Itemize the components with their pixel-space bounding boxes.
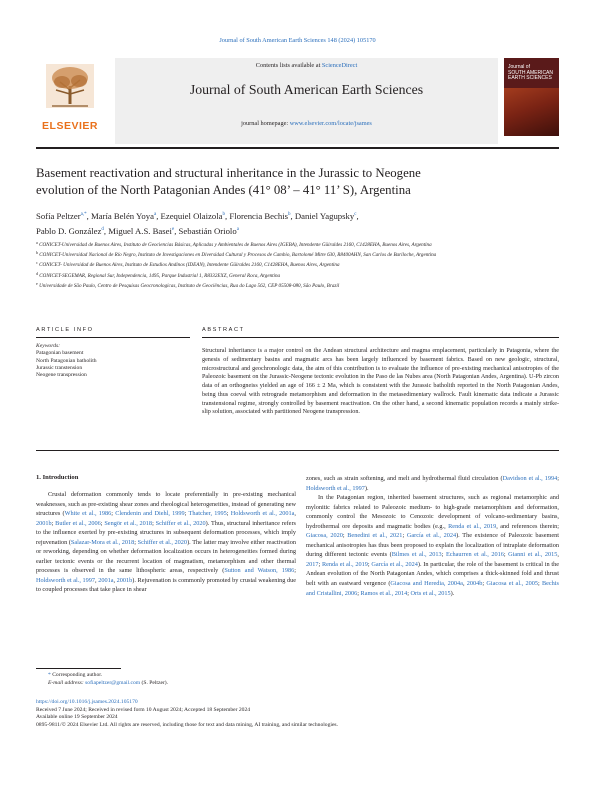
affiliation-letter: e	[36, 280, 38, 286]
citation-link[interactable]: 2017	[306, 560, 319, 568]
corresponding-label: Corresponding author.	[52, 672, 103, 678]
author-affiliation-marker[interactable]: a	[153, 212, 157, 217]
author-name[interactable]: Pablo D. González	[36, 226, 102, 236]
intro-paragraph-1	[36, 490, 296, 595]
footnotes	[36, 672, 296, 687]
article-title	[36, 165, 559, 199]
body-text: ;	[134, 538, 138, 546]
body-text: ;	[294, 567, 297, 575]
body-text: ;	[318, 560, 322, 568]
affiliation-text: CONICET- Universidad de Buenos Aires, Instituto de Estudios Andinos (IDEAN), Intendente Güiraldes 2160, C1428EHA, Buenos Aires, Argentina	[39, 262, 340, 269]
body-text: ). In particular, the role of the basement is critical in the Andean evolution of the North Patagonian Andes, which comprises a thick-skinned fold and thrust belt with an eastward vergence (	[306, 560, 559, 588]
article-title-line-2: evolution of the North Patagonian Andes (41° 08’ – 41° 11’ S), Argentina	[36, 183, 411, 197]
citation-link[interactable]: Sutton and Watson, 1986	[224, 567, 295, 575]
body-text: ;	[357, 589, 361, 597]
footnote-marker[interactable]: *	[48, 672, 53, 678]
affiliation-entry	[36, 280, 559, 290]
citation-link[interactable]: Holdsworth et al., 2001a	[230, 510, 295, 518]
author-list	[36, 208, 559, 238]
body-text: ;	[152, 519, 156, 527]
author-separator: ,	[356, 211, 359, 221]
author-affiliation-marker[interactable]: c	[354, 212, 357, 217]
author-affiliation-marker[interactable]: b	[222, 212, 226, 217]
body-text: ,	[113, 576, 117, 584]
email-label: E-mail address:	[48, 679, 86, 686]
author-separator: ,	[103, 226, 109, 236]
contents-prefix: Contents lists available at	[255, 62, 322, 69]
body-text: ,	[294, 510, 296, 518]
sciencedirect-link[interactable]: ScienceDirect	[321, 62, 358, 69]
abstract-text: Structural inheritance is a major control on the Andean structural architecture and magma emplacement, particularly in Patagonia, where the genesis of sedimentary basins and magmatic arcs has been largely influenced by basement fabrics. Based on new geologic, structural, microstructural and geochronologic data, the aim of this contribution is to evaluate the influence of pre-existing mechanical anisotropies of the Paleozoic basement on the Jurassic-Neogene tectonic evolution in the Paso de las Nubes area (North Patagonian Andes, Argentina). U-Pb zircon data of an orthogneiss yielded an age of 166 ± 2 Ma, which is consistent with the Jurassic batholith reported in the North Patagonian Andes, being thus coeval with retrograde metamorphism and deformation in the metasedimentary wallrock. Fault kinematic data indicate a Jurassic transtensional regime, strongly controlled by basement reactivation. On the other hand, a second kinematic population records a mainly strike-slip solution, associated with partitioned Neogene transpression.	[202, 348, 559, 416]
affiliation-entry	[36, 239, 559, 249]
email-suffix: (S. Peltzer).	[140, 679, 169, 686]
citation-link[interactable]: Salazar-Mora et al., 2018	[70, 538, 135, 546]
body-text: ;	[100, 519, 105, 527]
masthead	[36, 58, 559, 144]
body-text: ;	[441, 551, 446, 559]
body-text: Crustal deformation commonly tends to locate preferentially in pre-existing mechanical weaknesses, such as pre-existing shear zones and rheological heterogeneities, instead of generating new structures (	[36, 491, 296, 518]
body-text: ). Thus, structural inheritance refers to the influence exerted by pre-existing structures in subsequent deformation processes, which imply rejuvenation (	[36, 519, 296, 546]
received-dates: Received 7 June 2024; Received in revised form 10 August 2024; Accepted 18 September 2024	[36, 706, 251, 713]
author-name[interactable]: Florencia Bechis	[229, 211, 288, 221]
email-note	[36, 680, 296, 688]
section-heading-introduction: 1. Introduction	[36, 474, 79, 481]
affiliation-text: Universidade de São Paulo, Centro de Pesquisas Geocronologicas, Instituto de Geociências, Rua do Lago 562, CEP 05508-080, São Paulo, Brazil	[39, 282, 340, 289]
author-name[interactable]: Sebastián Oriolo	[178, 226, 237, 236]
affiliation-entry	[36, 249, 559, 259]
keywords-block	[36, 343, 190, 379]
keyword-item: Jurassic transtension	[36, 364, 83, 371]
citation-link[interactable]: Ramos et al., 2014	[360, 589, 408, 597]
article-title-line-1: Basement reactivation and structural inheritance in the Jurassic to Neogene	[36, 166, 421, 180]
citation-link[interactable]: Renda et al., 2019	[321, 560, 368, 568]
affiliation-text: CONICET-Universidad Nacional de Río Negro, Instituto de Investigaciones en Diversidad Cultural y Procesos de Cambio, Bartolomé Mitre 630, R8400AHN, San Carlos de Bariloche, Argentina	[39, 252, 437, 259]
citation-link[interactable]: Echaurren et al., 2016	[445, 551, 504, 559]
citation-link[interactable]: Thatcher, 1995	[188, 510, 227, 518]
elsevier-wordmark: ELSEVIER	[42, 120, 98, 132]
affiliation-letter: d	[36, 270, 38, 276]
citation-link[interactable]: 2001a	[98, 576, 114, 584]
abstract-bottom-divider	[36, 450, 559, 451]
body-text: ;	[402, 532, 407, 540]
citation-link[interactable]: Giacosa, 2020	[306, 532, 343, 540]
author-separator: ,	[225, 211, 230, 221]
author-name[interactable]: María Belén Yoya	[90, 211, 154, 221]
cover-journal-of: Journal of	[508, 64, 530, 70]
cover-title	[508, 65, 558, 82]
keyword-item: North Patagonian batholith	[36, 357, 97, 364]
author-affiliation-marker[interactable]: b	[288, 212, 291, 217]
body-text: ). The existence of Paleozoic basement mechanical anisotropies has thus been proposed to explain the localization of intraplate deformation during different tectonic events (	[306, 532, 559, 559]
body-text: ).	[450, 589, 455, 597]
affiliation-list	[36, 239, 559, 290]
email-link[interactable]: sofiapeltzer@gmail.com	[85, 679, 141, 686]
citation-link[interactable]: Clendenin and Diehl, 1999	[115, 510, 185, 518]
citation-link[interactable]: Giacosa and Heredia, 2004a	[390, 580, 463, 588]
body-text: ;	[557, 475, 559, 482]
citation-link[interactable]: Davidson et al., 1994	[502, 475, 558, 482]
citation-link[interactable]: 2001b	[116, 576, 133, 584]
citation-link[interactable]: Giacosa et al., 2005	[486, 580, 538, 588]
body-text: ;	[51, 519, 56, 527]
affiliation-letter: c	[36, 260, 38, 266]
author-name[interactable]: Sofía Peltzer	[36, 211, 81, 221]
body-text: ;	[407, 589, 411, 597]
body-text: ;	[111, 510, 116, 518]
body-text: ;	[184, 510, 189, 518]
body-column-left	[36, 490, 296, 595]
keywords-label: Keywords:	[36, 343, 61, 349]
affiliation-text: CONICET-SEGEMAR, Regional Sur, Independencia, 1495, Parque Industrial 1, R8332EXZ, General Roca, Argentina	[39, 272, 281, 279]
keyword-list	[36, 350, 190, 379]
author-separator: ,	[86, 211, 91, 221]
citation-link[interactable]: 2004b	[466, 580, 483, 588]
author-affiliation-marker[interactable]: a	[236, 227, 239, 232]
intro-paragraph-1-continued	[306, 474, 559, 493]
citation-link[interactable]: Sengör et al., 2018	[104, 519, 153, 527]
citation-link[interactable]: Holdsworth et al., 1997	[306, 484, 365, 492]
citation-link[interactable]: 2001b	[36, 519, 52, 527]
author-affiliation-marker[interactable]: a,*	[80, 212, 87, 217]
keyword-item: Neogene transpression	[36, 372, 87, 379]
abstract-divider	[202, 337, 559, 338]
article-history	[36, 699, 559, 730]
body-text: ;	[367, 560, 372, 568]
affiliation-text: CONICET-Universidad de Buenos Aires, Instituto de Geociencias Básicas, Aplicadas y Ambientales de Buenos Aires (IGEBA), Intendente Güiraldes 2160, C1428EHA, Buenos Aires, Argentina	[39, 242, 432, 248]
citation-link[interactable]: Schiffer et al., 2020	[155, 519, 206, 527]
body-text: ). Rejuvenation is commonly promoted by crustal weakening due to coupled processes that take place in shear	[36, 576, 297, 594]
journal-banner	[115, 58, 498, 144]
citation-link[interactable]: Renda et al., 2019	[448, 522, 497, 530]
body-text: ;	[537, 580, 542, 588]
body-text: ;	[342, 532, 348, 540]
contents-line	[115, 62, 498, 69]
citation-link[interactable]: García et al., 2024	[406, 532, 457, 540]
available-online: Available online 19 September 2024	[36, 714, 118, 721]
author-name[interactable]: Miguel A.S. Basei	[108, 226, 172, 236]
copyright-notice: 0895-9811/© 2024 Elsevier Ltd. All rights are reserved, including those for text and data mining, AI training, and similar technologies.	[36, 722, 338, 729]
body-text: ). The latter may involve either reactivation or reworking, depending on whether deformation localization occurs in heterogeneities formed during earlier tectonic events or the recurrent location of magmatism, metamorphism and other thermal processes is observed in the same lithospheric areas, respectively (	[36, 538, 296, 575]
citation-link[interactable]: White et al., 1986	[64, 510, 112, 518]
citation-link[interactable]: Benedini et al., 2021	[347, 532, 403, 540]
citation-link[interactable]: Gianni et al., 2015	[508, 551, 558, 559]
citation-link[interactable]: García et al., 2024	[371, 560, 418, 568]
author-name[interactable]: Daniel Yagupsky	[294, 211, 355, 221]
journal-reference[interactable]: Journal of South American Earth Sciences 148 (2024) 105170	[219, 37, 376, 44]
body-text: ;	[226, 510, 231, 518]
citation-link[interactable]: Bechis and Cristallini, 2006	[306, 580, 559, 597]
abstract-heading: ABSTRACT	[202, 327, 245, 333]
affiliation-letter: a	[36, 240, 38, 245]
affiliation-entry	[36, 270, 559, 280]
body-text: ,	[95, 576, 99, 584]
elsevier-logo[interactable]	[36, 58, 104, 134]
body-text: ;	[503, 551, 509, 559]
article-info-heading: ARTICLE INFO	[36, 327, 94, 333]
intro-paragraph-2	[306, 493, 559, 598]
article-info-divider	[36, 337, 190, 338]
author-separator: ,	[156, 211, 161, 221]
body-text: ,	[557, 551, 559, 559]
homepage-prefix: journal homepage:	[241, 120, 290, 127]
affiliation-entry	[36, 259, 559, 269]
author-separator: ,	[174, 226, 179, 236]
author-separator: ,	[290, 211, 295, 221]
citation-link[interactable]: Bilmes et al., 2013	[391, 551, 442, 559]
citation-link[interactable]: Butler et al., 2006	[55, 519, 101, 527]
keyword-item: Patagonian basement	[36, 350, 84, 357]
affiliation-letter: b	[36, 250, 38, 256]
journal-homepage-link[interactable]: www.elsevier.com/locate/jsames	[289, 120, 372, 127]
author-affiliation-marker[interactable]: d	[101, 227, 104, 232]
body-text: ).	[364, 484, 369, 492]
body-text: , and references therein;	[496, 522, 559, 530]
elsevier-tree-icon	[46, 64, 94, 108]
body-text: zones, such as strain softening, and melt and hydrothermal fluid circulation (	[306, 475, 503, 482]
cover-journal-name: SOUTH AMERICAN EARTH SCIENCES	[508, 69, 554, 82]
journal-title: Journal of South American Earth Sciences	[189, 82, 424, 97]
author-affiliation-marker[interactable]: e	[171, 227, 175, 232]
body-text: ;	[482, 580, 487, 588]
homepage-line	[115, 120, 498, 127]
journal-cover-image[interactable]	[504, 58, 559, 136]
corresponding-author-note	[36, 672, 296, 680]
author-name[interactable]: Ezequiel Olaizola	[160, 211, 223, 221]
footnote-divider	[36, 668, 121, 669]
body-column-right	[306, 474, 559, 598]
citation-link[interactable]: Schiffer et al., 2020	[137, 538, 188, 546]
body-text: In the Patagonian region, inherited basement structures, such as regional metamorphic and mylonitic fabrics related to Paleozoic medium- to high-grade metamorphism and deformation, commonly control the Mesozoic to Cenozoic development of volcano-sedimentary basins, hydrothermal ore deposits and magmatic bodies (e.g.,	[306, 494, 559, 530]
body-text: ,	[462, 580, 467, 588]
citation-link[interactable]: Orts et al., 2015	[410, 589, 451, 597]
cover-art	[504, 88, 559, 136]
header-divider	[36, 147, 559, 149]
doi-link[interactable]: https://doi.org/10.1016/j.jsames.2024.105170	[36, 699, 138, 705]
citation-link[interactable]: Holdsworth et al., 1997	[36, 576, 95, 584]
